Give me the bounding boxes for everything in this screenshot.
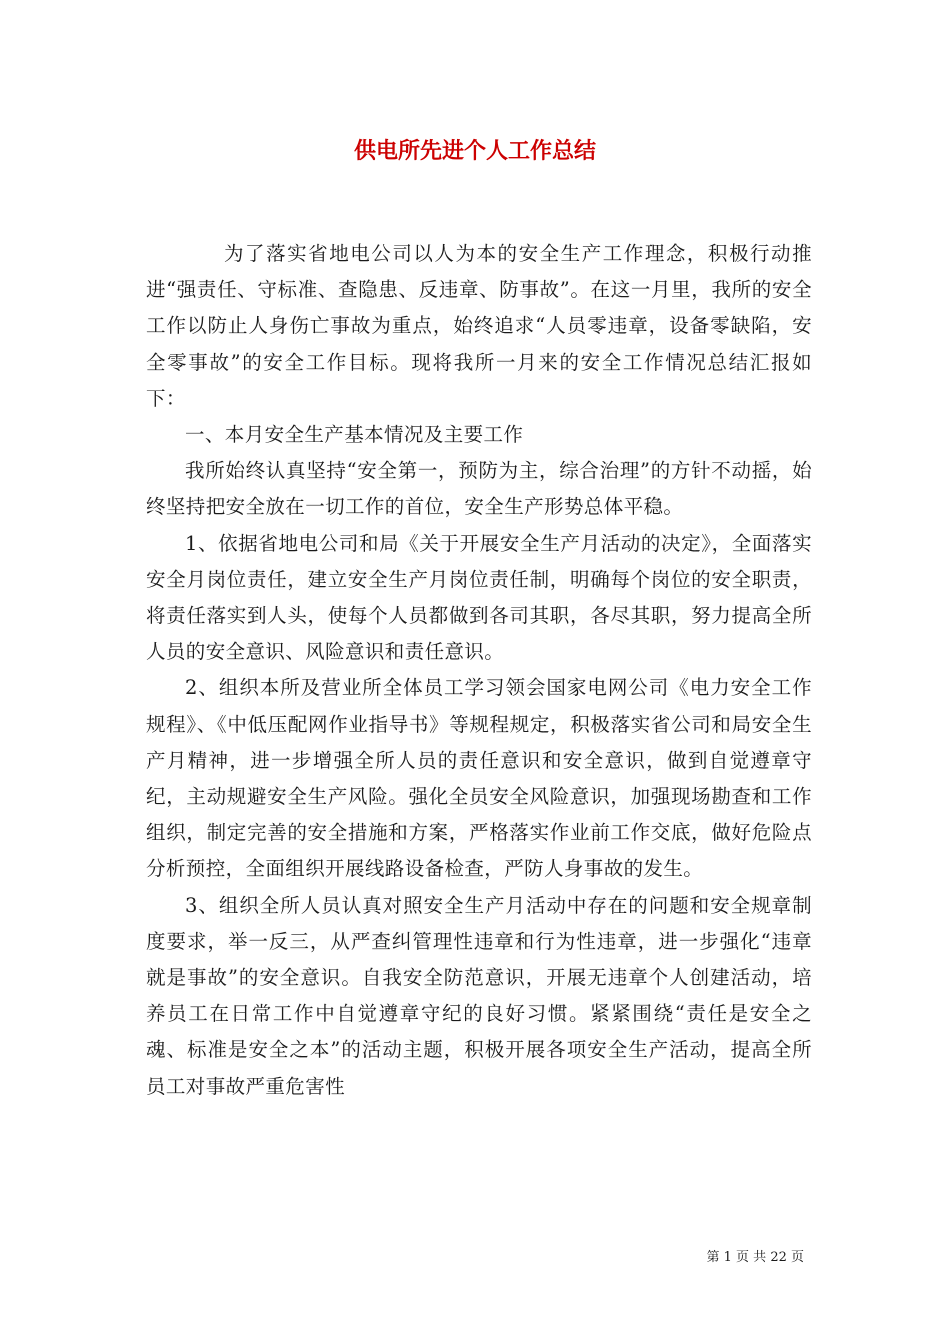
paragraph-policy: 我所始终认真坚持“安全第一，预防为主，综合治理”的方针不动摇，始终坚持把安全放在一切工作的首位，安全生产形势总体平稳。 xyxy=(146,459,812,519)
paragraph-intro: 为了落实省地电公司以人为本的安全生产工作理念，积极行动推进“强责任、守标准、查隐患、反违章、防事故”。在这一月里，我所的安全工作以防止人身伤亡事故为重点，始终追求“人员零违章，设备零缺陷，安全零事故”的安全工作目标。现将我所一月来的安全工作情况总结汇报如下： xyxy=(146,242,812,410)
page-number-footer: 第 1 页 共 22 页 xyxy=(706,1250,804,1265)
paragraph-item-2: 2、组织本所及营业所全体员工学习领会国家电网公司《电力安全工作规程》、《中低压配网作业指导书》等规程规定，积极落实省公司和局安全生产月精神，进一步增强全所人员的责任意识和安全意识，做到自觉遵章守纪，主动规避安全生产风险。强化全员安全风险意识，加强现场勘查和工作组织，制定完善的安全措施和方案，严格落实作业前工作交底，做好危险点分析预控，全面组织开展线路设备检查，严防人身事故的发生。 xyxy=(146,676,812,881)
paragraph-item-1: 1、依据省地电公司和局《关于开展安全生产月活动的决定》，全面落实安全月岗位责任，建立安全生产月岗位责任制，明确每个岗位的安全职责，将责任落实到人头，使每个人员都做到各司其职，各尽其职，努力提高全所人员的安全意识、风险意识和责任意识。 xyxy=(146,531,812,664)
paragraph-item-3: 3、组织全所人员认真对照安全生产月活动中存在的问题和安全规章制度要求，举一反三，从严查纠管理性违章和行为性违章，进一步强化“违章就是事故”的安全意识。自我安全防范意识，开展无违章个人创建活动，培养员工在日常工作中自觉遵章守纪的良好习惯。紧紧围绕“责任是安全之魂、标准是安全之本”的活动主题，积极开展各项安全生产活动，提高全所员工对事故严重危害性 xyxy=(146,893,812,1098)
section-heading: 一、本月安全生产基本情况及主要工作 xyxy=(185,423,524,447)
document-body xyxy=(146,236,812,1105)
document-title: 供电所先进个人工作总结 xyxy=(353,138,596,164)
